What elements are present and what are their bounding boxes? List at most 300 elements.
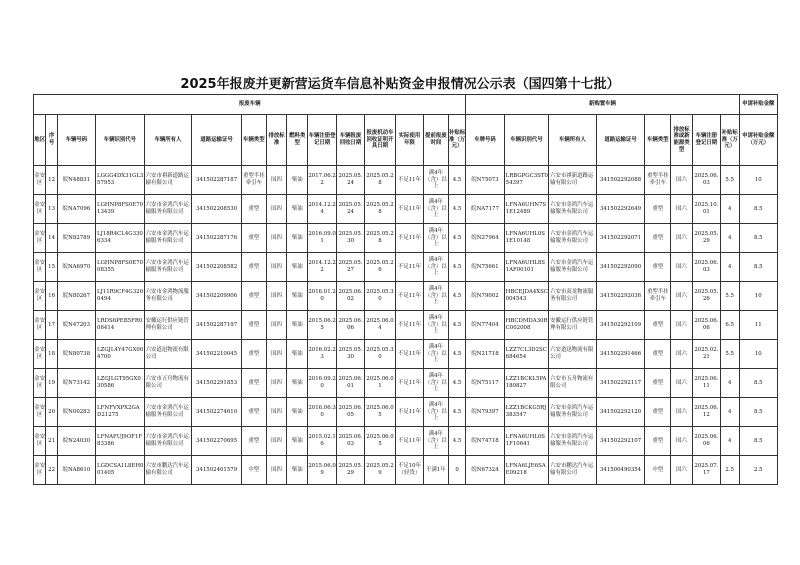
header-plate2: 车牌号码 — [466, 115, 504, 166]
cell-fuel: 柴油 — [287, 398, 308, 427]
cell-emission: 国四 — [266, 456, 287, 485]
cell-vin: LGHNP8FS0E7013439 — [96, 195, 145, 224]
table-row — [34, 166, 778, 195]
cell-subsidy2: 2.5 — [720, 456, 739, 485]
cell-fuel: 柴油 — [287, 427, 308, 456]
cell-owner2: 六安市金鸿汽车运输服务有限公司 — [549, 195, 597, 224]
cell-subsidy2: 4 — [720, 398, 739, 427]
cell-owner: 六安市鹏达汽车运输有限公司 — [144, 456, 192, 485]
cell-fuel: 柴油 — [287, 340, 308, 369]
cell-plate: 皖N80738 — [57, 340, 95, 369]
cell-cert-date: 2025.06.05 — [364, 427, 395, 456]
cell-owner: 六安市金鸿汽车运输服务有限公司 — [144, 427, 192, 456]
cell-early: 满4年（含）以上 — [423, 427, 448, 456]
cell-emission2: 国六 — [671, 253, 693, 282]
cell-plate: 皖N80267 — [57, 282, 95, 311]
cell-emission: 国四 — [266, 224, 287, 253]
cell-district: 金安区 — [34, 195, 46, 224]
cell-license2: 341502292107 — [596, 427, 645, 456]
cell-cert-date: 2025.05.28 — [364, 166, 395, 195]
cell-vtype2: 重型半挂牵引车 — [645, 166, 671, 195]
page-title: 2025年报废并更新营运货车信息补贴资金申报情况公示表（国四第十七批） — [180, 77, 620, 92]
cell-reg-date2: 2025.05.29 — [692, 224, 720, 253]
header-reg-date: 车辆注册登记日期 — [308, 115, 337, 166]
cell-cert-date: 2025.06.05 — [364, 398, 395, 427]
group-apply: 申请补贴金额 — [739, 95, 777, 115]
cell-used-years: 不足11年 — [396, 369, 424, 398]
cell-owner2: 安徽运行供应链管理有限公司 — [549, 311, 597, 340]
cell-reg-date: 2016.09.20 — [308, 369, 337, 398]
header-vin: 车辆识别代号 — [96, 115, 145, 166]
cell-vin: LZGJL4Y47GX004700 — [96, 340, 145, 369]
cell-early: 满4年（含）以上 — [423, 282, 448, 311]
cell-district: 金安区 — [34, 340, 46, 369]
cell-vin2: LFNA6UHL8S1AF00101 — [504, 253, 548, 282]
cell-vtype2: 重型 — [645, 311, 671, 340]
cell-plate2: 皖N79397 — [466, 398, 504, 427]
cell-amount: 2.5 — [739, 456, 777, 485]
cell-reg-date2: 2025.06.11 — [692, 369, 720, 398]
header-owner: 车辆所有人 — [144, 115, 192, 166]
cell-seq: 12 — [46, 166, 57, 195]
table-row — [34, 253, 778, 282]
cell-district: 金安区 — [34, 224, 46, 253]
cell-subsidy: 0 — [448, 456, 466, 485]
cell-vtype: 中型 — [241, 456, 266, 485]
cell-vin: LJ18R4CL4G3306334 — [96, 224, 145, 253]
cell-district: 金安区 — [34, 282, 46, 311]
cell-vtype: 重型半挂牵引车 — [241, 166, 266, 195]
cell-vtype: 重型 — [241, 282, 266, 311]
table-row — [34, 456, 778, 485]
cell-seq: 16 — [46, 282, 57, 311]
cell-subsidy: 4.5 — [448, 253, 466, 282]
cell-seq: 18 — [46, 340, 57, 369]
cell-subsidy: 4.5 — [448, 369, 466, 398]
cell-subsidy: 4.5 — [448, 311, 466, 340]
cell-cert-date: 2025.05.29 — [364, 456, 395, 485]
cell-plate: 皖NA7096 — [57, 195, 95, 224]
cell-vtype2: 重型 — [645, 369, 671, 398]
cell-owner: 六安市五舟物流有限公司 — [144, 369, 192, 398]
cell-used-years: 不足11年 — [396, 311, 424, 340]
cell-plate2: 皖N67324 — [466, 456, 504, 485]
cell-vin2: LZZ1BCKG5RJ383547 — [504, 398, 548, 427]
cell-vin2: LRBGPGC3ST054397 — [504, 166, 548, 195]
cell-owner: 安徽运行供应链管理有限公司 — [144, 311, 192, 340]
table-row — [34, 369, 778, 398]
header-license: 道路运输证号 — [192, 115, 242, 166]
cell-emission2: 国六 — [671, 456, 693, 485]
group-scrap: 报废车辆 — [34, 95, 466, 115]
cell-fuel: 柴油 — [287, 369, 308, 398]
cell-emission2: 国六 — [671, 340, 693, 369]
cell-reg-date2: 2025.06.03 — [692, 166, 720, 195]
cell-subsidy2: 4 — [720, 253, 739, 282]
cell-reg-date: 2015.06.25 — [308, 311, 337, 340]
cell-license2: 341500490354 — [596, 456, 645, 485]
cell-reg-date: 2017.06.22 — [308, 166, 337, 195]
cell-amount: 10 — [739, 282, 777, 311]
cell-reg-date2: 2025.06.06 — [692, 311, 720, 340]
cell-early: 满4年（含）以上 — [423, 369, 448, 398]
table-row — [34, 195, 778, 224]
header-scrap-date: 车辆报废回收日期 — [337, 115, 365, 166]
cell-vin: LFNFVXPX2GAD21275 — [96, 398, 145, 427]
cell-reg-date: 2016.06.30 — [308, 398, 337, 427]
cell-fuel: 柴油 — [287, 282, 308, 311]
cell-owner: 六安市金鸿物流服务有限公司 — [144, 282, 192, 311]
cell-cert-date: 2025.05.28 — [364, 195, 395, 224]
cell-license: 341502287187 — [192, 166, 242, 195]
cell-emission2: 国六 — [671, 195, 693, 224]
cell-owner: 六安市金鸿汽车运输服务有限公司 — [144, 224, 192, 253]
subsidy-table — [33, 94, 778, 485]
header-amount: 申请补贴金额（万元） — [739, 115, 777, 166]
cell-subsidy: 4.5 — [448, 398, 466, 427]
cell-vin: LGHNP8FS0E7008355 — [96, 253, 145, 282]
cell-fuel: 柴油 — [287, 311, 308, 340]
cell-subsidy2: 4 — [720, 224, 739, 253]
cell-scrap-date: 2025.06.06 — [337, 311, 365, 340]
cell-vin: LGGG4DX31GL357953 — [96, 166, 145, 195]
cell-vtype: 重型 — [241, 427, 266, 456]
cell-emission: 国四 — [266, 369, 287, 398]
cell-vin2: HBCDMDA30RC002008 — [504, 311, 548, 340]
cell-plate2: 皖N75073 — [466, 166, 504, 195]
cell-license2: 341502292109 — [596, 311, 645, 340]
cell-plate2: 皖NA7177 — [466, 195, 504, 224]
cell-vin2: LFNA6UHN7S1E12489 — [504, 195, 548, 224]
cell-subsidy2: 5.5 — [720, 166, 739, 195]
cell-vtype2: 重型半挂牵引车 — [645, 282, 671, 311]
cell-early: 满4年（含）以上 — [423, 253, 448, 282]
table-row — [34, 340, 778, 369]
cell-cert-date: 2025.05.28 — [364, 224, 395, 253]
cell-vin2: HBCEJDA4XSC004543 — [504, 282, 548, 311]
cell-license2: 341502292071 — [596, 224, 645, 253]
header-seq: 序号 — [46, 115, 57, 166]
cell-used-years: 不足11年 — [396, 195, 424, 224]
cell-license2: 341502292036 — [596, 282, 645, 311]
cell-seq: 17 — [46, 311, 57, 340]
header-used-years: 实际使用年限 — [396, 115, 424, 166]
cell-used-years: 不足11年 — [396, 427, 424, 456]
cell-cert-date: 2025.05.30 — [364, 340, 395, 369]
cell-vin2: LZZ7CL3D2SC684654 — [504, 340, 548, 369]
cell-subsidy: 4.5 — [448, 195, 466, 224]
cell-emission2: 国六 — [671, 282, 693, 311]
cell-license2: 341502292649 — [596, 195, 645, 224]
cell-early: 不满1年 — [423, 456, 448, 485]
cell-scrap-date: 2025.05.30 — [337, 340, 365, 369]
cell-plate2: 皖N75661 — [466, 253, 504, 282]
cell-emission2: 国六 — [671, 224, 693, 253]
cell-used-years: 不足10年（轻货） — [396, 456, 424, 485]
group-new: 新购置车辆 — [466, 95, 739, 115]
header-vtype: 车辆类型 — [241, 115, 266, 166]
cell-license2: 341502291466 — [596, 340, 645, 369]
header-subsidy: 补贴标准（万元） — [448, 115, 466, 166]
cell-license2: 341502292117 — [596, 369, 645, 398]
cell-scrap-date: 2025.06.05 — [337, 398, 365, 427]
cell-reg-date: 2016.02.23 — [308, 340, 337, 369]
cell-vtype2: 重型 — [645, 195, 671, 224]
cell-reg-date: 2015.02.16 — [308, 427, 337, 456]
cell-vin2: LFNA6LJE6SAE09218 — [504, 456, 548, 485]
cell-subsidy: 4.5 — [448, 340, 466, 369]
cell-emission: 国四 — [266, 427, 287, 456]
header-subsidy2: 补贴标准（万元） — [720, 115, 739, 166]
table-row — [34, 311, 778, 340]
cell-cert-date: 2025.05.26 — [364, 253, 395, 282]
cell-used-years: 不足11年 — [396, 398, 424, 427]
cell-owner2: 六安市金鸿汽车运输服务有限公司 — [549, 398, 597, 427]
cell-vtype2: 重型 — [645, 340, 671, 369]
cell-used-years: 不足11年 — [396, 282, 424, 311]
cell-emission2: 国六 — [671, 369, 693, 398]
cell-emission: 国四 — [266, 340, 287, 369]
cell-license: 341502208582 — [192, 253, 242, 282]
cell-vtype2: 重型 — [645, 427, 671, 456]
cell-district: 金安区 — [34, 427, 46, 456]
cell-emission: 国四 — [266, 398, 287, 427]
cell-owner2: 六安道迅物流有限公司 — [549, 340, 597, 369]
cell-emission2: 国六 — [671, 427, 693, 456]
cell-plate2: 皖N77404 — [466, 311, 504, 340]
cell-license2: 341502292120 — [596, 398, 645, 427]
cell-vtype: 重型 — [241, 311, 266, 340]
cell-district: 金安区 — [34, 311, 46, 340]
cell-district: 金安区 — [34, 166, 46, 195]
cell-reg-date: 2016.01.20 — [308, 282, 337, 311]
header-plate: 车辆号码 — [57, 115, 95, 166]
header-owner2: 车辆所有人 — [549, 115, 597, 166]
cell-emission2: 国六 — [671, 166, 693, 195]
cell-vin2: LFNA6UHL0S1F10641 — [504, 427, 548, 456]
cell-emission: 国四 — [266, 282, 287, 311]
cell-plate: 皖N00283 — [57, 398, 95, 427]
cell-vin: LRDS6PEB5FR006414 — [96, 311, 145, 340]
cell-emission: 国四 — [266, 253, 287, 282]
cell-seq: 22 — [46, 456, 57, 485]
cell-plate: 皖N82789 — [57, 224, 95, 253]
cell-reg-date: 2015.06.09 — [308, 456, 337, 485]
cell-subsidy: 4.5 — [448, 427, 466, 456]
cell-plate2: 皖N27964 — [466, 224, 504, 253]
cell-vtype: 重型 — [241, 340, 266, 369]
cell-license: 341502274610 — [192, 398, 242, 427]
cell-fuel: 柴油 — [287, 224, 308, 253]
cell-subsidy2: 5.5 — [720, 340, 739, 369]
cell-early: 满4年（含）以上 — [423, 166, 448, 195]
cell-plate: 皖N24030 — [57, 427, 95, 456]
cell-emission: 国四 — [266, 311, 287, 340]
cell-subsidy2: 4 — [720, 369, 739, 398]
cell-plate: 皖NA6970 — [57, 253, 95, 282]
cell-plate: 皖N48831 — [57, 166, 95, 195]
cell-reg-date: 2016.09.01 — [308, 224, 337, 253]
cell-seq: 21 — [46, 427, 57, 456]
cell-plate2: 皖N74718 — [466, 427, 504, 456]
cell-scrap-date: 2025.06.03 — [337, 427, 365, 456]
header-district: 地区 — [34, 115, 46, 166]
cell-license: 341502287197 — [192, 311, 242, 340]
cell-fuel: 柴油 — [287, 166, 308, 195]
cell-amount: 8.5 — [739, 224, 777, 253]
cell-amount: 10 — [739, 340, 777, 369]
cell-scrap-date: 2025.06.01 — [337, 369, 365, 398]
cell-owner: 六安市金鸿汽车运输服务有限公司 — [144, 253, 192, 282]
cell-district: 金安区 — [34, 398, 46, 427]
cell-subsidy2: 6.5 — [720, 311, 739, 340]
cell-plate2: 皖N21718 — [466, 340, 504, 369]
header-vtype2: 车辆类型 — [645, 115, 671, 166]
cell-cert-date: 2025.06.01 — [364, 369, 395, 398]
cell-emission2: 国六 — [671, 311, 693, 340]
cell-subsidy: 4.5 — [448, 282, 466, 311]
header-fuel: 燃料类型 — [287, 115, 308, 166]
cell-seq: 15 — [46, 253, 57, 282]
table-row — [34, 398, 778, 427]
cell-fuel: 柴油 — [287, 195, 308, 224]
cell-used-years: 不足11年 — [396, 224, 424, 253]
cell-early: 满4年（含）以上 — [423, 311, 448, 340]
cell-owner2: 六安市祺新道路运输有限公司 — [549, 166, 597, 195]
cell-owner: 六安市金鸿汽车运输服务有限公司 — [144, 195, 192, 224]
header-license2: 道路运输证号 — [596, 115, 645, 166]
cell-amount: 8.5 — [739, 398, 777, 427]
cell-vtype: 重型 — [241, 369, 266, 398]
cell-license: 341502210045 — [192, 340, 242, 369]
cell-fuel: 柴油 — [287, 456, 308, 485]
cell-seq: 19 — [46, 369, 57, 398]
cell-plate: 皖N47203 — [57, 311, 95, 340]
cell-scrap-date: 2025.06.02 — [337, 282, 365, 311]
cell-reg-date2: 2025.06.12 — [692, 398, 720, 427]
cell-scrap-date: 2025.05.27 — [337, 253, 365, 282]
cell-license2: 341502292090 — [596, 253, 645, 282]
cell-plate2: 皖N79002 — [466, 282, 504, 311]
cell-vtype: 重型 — [241, 224, 266, 253]
cell-vtype2: 重型 — [645, 398, 671, 427]
table-row — [34, 427, 778, 456]
cell-owner: 六安市金鸿汽车运输服务有限公司 — [144, 398, 192, 427]
cell-subsidy2: 4 — [720, 195, 739, 224]
cell-seq: 20 — [46, 398, 57, 427]
cell-amount: 10 — [739, 166, 777, 195]
cell-amount: 8.5 — [739, 253, 777, 282]
header-emission: 排放标准 — [266, 115, 287, 166]
cell-license: 341502401579 — [192, 456, 242, 485]
cell-owner2: 六安市金鸿汽车运输服务有限公司 — [549, 253, 597, 282]
cell-vin: LJ11R9CF4G3200494 — [96, 282, 145, 311]
cell-owner2: 六安市金鸿汽车运输服务有限公司 — [549, 224, 597, 253]
cell-vtype: 重型 — [241, 398, 266, 427]
cell-cert-date: 2025.05.30 — [364, 282, 395, 311]
cell-license: 341502287176 — [192, 224, 242, 253]
cell-vin: LGDCSA1L8EH001405 — [96, 456, 145, 485]
cell-reg-date2: 2025.06.03 — [692, 253, 720, 282]
cell-license: 341502270695 — [192, 427, 242, 456]
cell-emission: 国四 — [266, 195, 287, 224]
header-early: 提前报废时间 — [423, 115, 448, 166]
cell-vtype2: 重型 — [645, 253, 671, 282]
cell-reg-date2: 2025.02.21 — [692, 340, 720, 369]
cell-subsidy2: 4 — [720, 427, 739, 456]
cell-scrap-date: 2025.05.29 — [337, 456, 365, 485]
header-emission2: 排放标准或新能源类型 — [671, 115, 693, 166]
cell-subsidy: 4.5 — [448, 166, 466, 195]
cell-license: 341502291853 — [192, 369, 242, 398]
cell-emission2: 国六 — [671, 398, 693, 427]
cell-reg-date2: 2025.06.06 — [692, 427, 720, 456]
cell-cert-date: 2025.06.04 — [364, 311, 395, 340]
cell-seq: 13 — [46, 195, 57, 224]
cell-district: 金安区 — [34, 456, 46, 485]
cell-scrap-date: 2025.05.24 — [337, 166, 365, 195]
cell-subsidy: 4.5 — [448, 224, 466, 253]
cell-owner2: 六安市金鸿汽车运输服务有限公司 — [549, 427, 597, 456]
cell-used-years: 不足11年 — [396, 340, 424, 369]
cell-plate: 皖NA8610 — [57, 456, 95, 485]
cell-license2: 341502292088 — [596, 166, 645, 195]
cell-vin2: LZZ1BCKL5PA180827 — [504, 369, 548, 398]
table-row — [34, 282, 778, 311]
cell-scrap-date: 2025.05.24 — [337, 195, 365, 224]
header-reg-date2: 车辆注册登记日期 — [692, 115, 720, 166]
cell-amount: 8.5 — [739, 195, 777, 224]
cell-owner2: 六安市双龙物流服务有限公司 — [549, 282, 597, 311]
cell-amount: 8.5 — [739, 369, 777, 398]
cell-amount: 8.5 — [739, 427, 777, 456]
cell-early: 满4年（含）以上 — [423, 340, 448, 369]
cell-owner2: 六安市五舟物流有限公司 — [549, 369, 597, 398]
cell-license: 341502209906 — [192, 282, 242, 311]
cell-early: 满4年（含）以上 — [423, 398, 448, 427]
cell-owner: 六安市祺新道路运输有限公司 — [144, 166, 192, 195]
cell-owner2: 六安市鹏达汽车运输有限公司 — [549, 456, 597, 485]
cell-early: 满4年（含）以上 — [423, 195, 448, 224]
table-row — [34, 224, 778, 253]
cell-vtype: 重型 — [241, 195, 266, 224]
cell-emission: 国四 — [266, 166, 287, 195]
cell-reg-date2: 2025.07.17 — [692, 456, 720, 485]
cell-vtype2: 中型 — [645, 456, 671, 485]
cell-fuel: 柴油 — [287, 253, 308, 282]
cell-plate: 皖N73142 — [57, 369, 95, 398]
cell-vtype2: 重型 — [645, 224, 671, 253]
cell-license: 341502208530 — [192, 195, 242, 224]
cell-used-years: 不足11年 — [396, 253, 424, 282]
cell-reg-date: 2014.12.24 — [308, 195, 337, 224]
cell-owner: 六安道迅物流有限公司 — [144, 340, 192, 369]
header-cert-date: 报废机动车回收证明开具日期 — [364, 115, 395, 166]
header-vin2: 车辆识别代号 — [504, 115, 548, 166]
cell-reg-date2: 2025.05.26 — [692, 282, 720, 311]
cell-subsidy2: 5.5 — [720, 282, 739, 311]
cell-vtype: 重型 — [241, 253, 266, 282]
cell-vin2: LFNA6UHL0S1E10148 — [504, 224, 548, 253]
cell-used-years: 不足11年 — [396, 166, 424, 195]
cell-early: 满4年（含）以上 — [423, 224, 448, 253]
cell-district: 金安区 — [34, 253, 46, 282]
cell-amount: 11 — [739, 311, 777, 340]
cell-reg-date: 2014.12.22 — [308, 253, 337, 282]
cell-reg-date2: 2025.10.01 — [692, 195, 720, 224]
cell-seq: 14 — [46, 224, 57, 253]
cell-scrap-date: 2025.05.30 — [337, 224, 365, 253]
